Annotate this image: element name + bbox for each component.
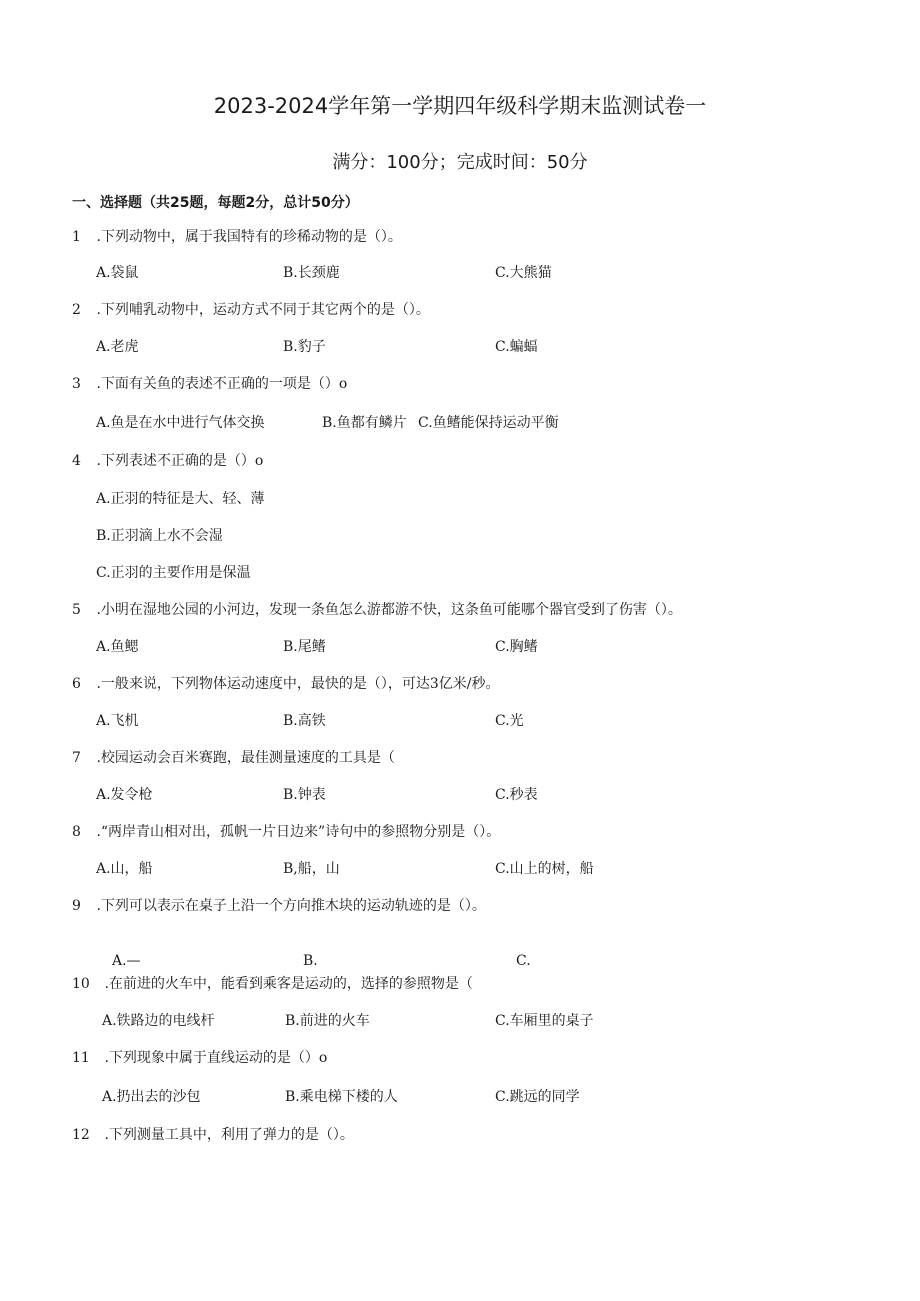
question-10	[72, 973, 473, 993]
q1-option-a: A.袋鼠	[96, 265, 139, 281]
exam-subtitle: 满分：100分；完成时间：50分	[332, 152, 588, 173]
q7-option-b: B.钟表	[283, 787, 326, 803]
q11-option-a: A.扔出去的沙包	[102, 1089, 201, 1105]
q6-option-c: C.光	[495, 713, 524, 729]
question-number: 11	[72, 1050, 90, 1066]
q8-option-b: B,船，山	[283, 861, 340, 877]
question-text: .在前进的火车中，能看到乘客是运动的，选择的参照物是（	[104, 976, 473, 992]
q7-option-a: A.发令枪	[96, 787, 153, 803]
q4-option-b: B.正羽滴上水不会湿	[96, 528, 223, 544]
question-number: 1	[72, 229, 81, 245]
question-number: 12	[72, 1127, 90, 1143]
question-8	[72, 821, 500, 841]
question-4	[72, 450, 263, 470]
q3-option-c: C.鱼鳍能保持运动平衡	[418, 415, 559, 431]
q3-option-b: B.鱼都有鳞片	[322, 415, 407, 431]
question-number: 7	[72, 750, 81, 766]
question-number: 8	[72, 824, 81, 840]
question-number: 9	[72, 898, 81, 914]
q2-option-a: A.老虎	[96, 339, 139, 355]
question-3	[72, 373, 347, 393]
question-number: 5	[72, 602, 81, 618]
question-11	[72, 1047, 327, 1067]
q5-option-b: B.尾鳍	[283, 639, 326, 655]
question-text: .下列现象中属于直线运动的是（）o	[104, 1050, 328, 1066]
q2-option-b: B.豹子	[283, 339, 326, 355]
question-text: .下面有关鱼的表述不正确的一项是（）o	[96, 376, 348, 392]
question-5	[72, 599, 682, 619]
question-number: 4	[72, 453, 81, 469]
question-text: .下列哺乳动物中，运动方式不同于其它两个的是（）。	[96, 302, 430, 318]
q7-option-c: C.秒表	[495, 787, 538, 803]
q9-option-c: C.	[516, 953, 531, 969]
question-1	[72, 226, 402, 246]
q3-option-a: A.鱼是在水中进行气体交换	[96, 415, 265, 431]
section-heading: 一、选择题（共25题，每题2分，总计50分）	[72, 195, 359, 211]
exam-title: 2023-2024学年第一学期四年级科学期末监测试卷一	[213, 94, 707, 118]
question-7	[72, 747, 395, 767]
q4-option-c: C.正羽的主要作用是保温	[96, 565, 251, 581]
question-text: .校园运动会百米赛跑，最佳测量速度的工具是（	[96, 750, 395, 766]
q9-option-a: A.—	[112, 953, 141, 969]
question-text: .下列测量工具中，利用了弹力的是（）。	[104, 1127, 354, 1143]
q10-option-b: B.前进的火车	[285, 1013, 370, 1029]
q10-option-a: A.铁路边的电线杆	[102, 1013, 215, 1029]
q11-option-b: B.乘电梯下楼的人	[285, 1089, 398, 1105]
q8-option-a: A.山，船	[96, 861, 153, 877]
q1-option-b: B.长颈鹿	[283, 265, 340, 281]
q6-option-a: A.飞机	[96, 713, 139, 729]
q1-option-c: C.大熊猫	[495, 265, 552, 281]
q11-option-c: C.跳远的同学	[495, 1089, 580, 1105]
q6-option-b: B.高铁	[283, 713, 326, 729]
question-text: .“两岸青山相对出，孤帆一片日边来”诗句中的参照物分别是（）。	[96, 824, 501, 840]
question-number: 2	[72, 302, 81, 318]
question-text: .一般来说，下列物体运动速度中，最快的是（），可达3亿米/秒。	[96, 676, 500, 692]
q8-option-c: C.山上的树，船	[495, 861, 594, 877]
question-text: .下列可以表示在桌子上沿一个方向推木块的运动轨迹的是（）。	[96, 898, 486, 914]
q4-option-a: A.正羽的特征是大、轻、薄	[96, 491, 265, 507]
question-12	[72, 1124, 354, 1144]
question-number: 3	[72, 376, 81, 392]
question-6	[72, 673, 500, 693]
question-number: 10	[72, 976, 90, 992]
q5-option-a: A.鱼鳃	[96, 639, 139, 655]
q9-option-b: B.	[303, 953, 318, 969]
q5-option-c: C.胸鳍	[495, 639, 538, 655]
question-2	[72, 299, 430, 319]
q10-option-c: C.车厢里的桌子	[495, 1013, 594, 1029]
question-text: .下列动物中，属于我国特有的珍稀动物的是（）。	[96, 229, 402, 245]
question-text: .下列表述不正确的是（）o	[96, 453, 264, 469]
question-text: .小明在湿地公园的小河边，发现一条鱼怎么游都游不快，这条鱼可能哪个器官受到了伤害（）。	[96, 602, 682, 618]
question-9	[72, 895, 486, 915]
question-number: 6	[72, 676, 81, 692]
q2-option-c: C.蝙蝠	[495, 339, 538, 355]
